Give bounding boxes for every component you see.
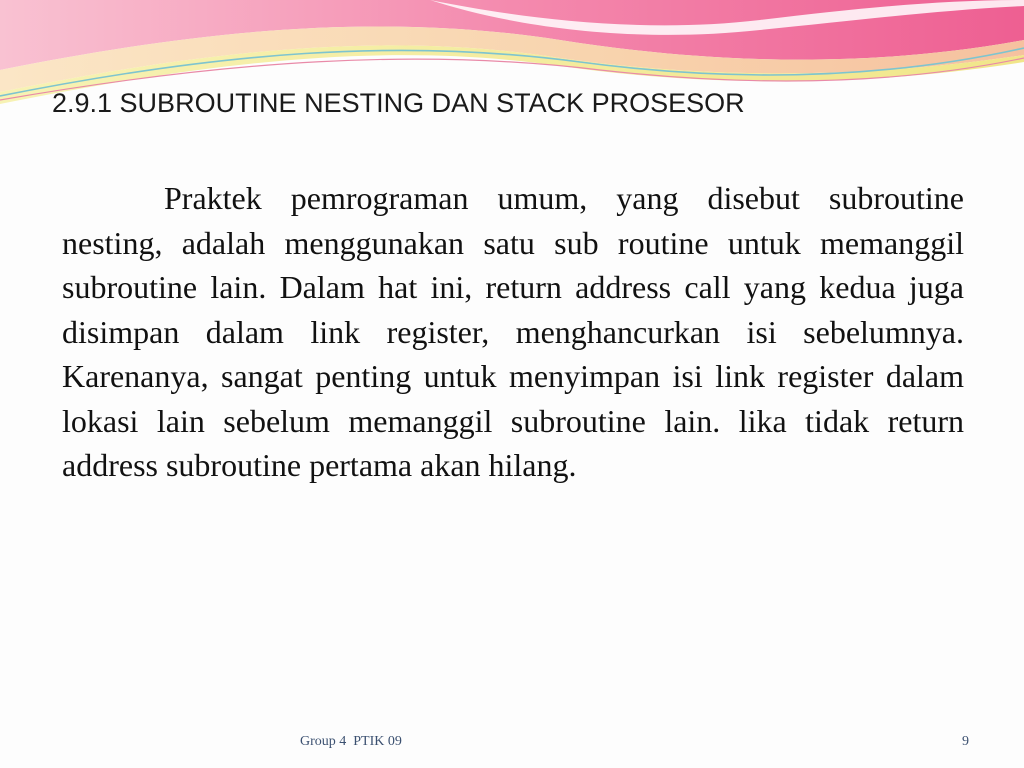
slide-footer: Group 4 PTIK 09	[300, 734, 402, 749]
slide-title: 2.9.1 SUBROUTINE NESTING DAN STACK PROSESOR	[52, 88, 745, 118]
page-number: 9	[962, 734, 969, 749]
slide-body-text: Praktek pemrograman umum, yang disebut subroutine nesting, adalah menggunakan satu sub routine untuk memanggil subroutine lain. Dalam hat ini, return address call yang kedua juga disimpan dalam link register, menghancurkan isi sebelumnya. Karenanya, sangat penting untuk menyimpan isi link register dalam lokasi lain sebelum memanggil subroutine lain. lika tidak return address subroutine pertama akan hilang.	[62, 180, 964, 483]
decorative-wave-header	[0, 0, 1024, 150]
